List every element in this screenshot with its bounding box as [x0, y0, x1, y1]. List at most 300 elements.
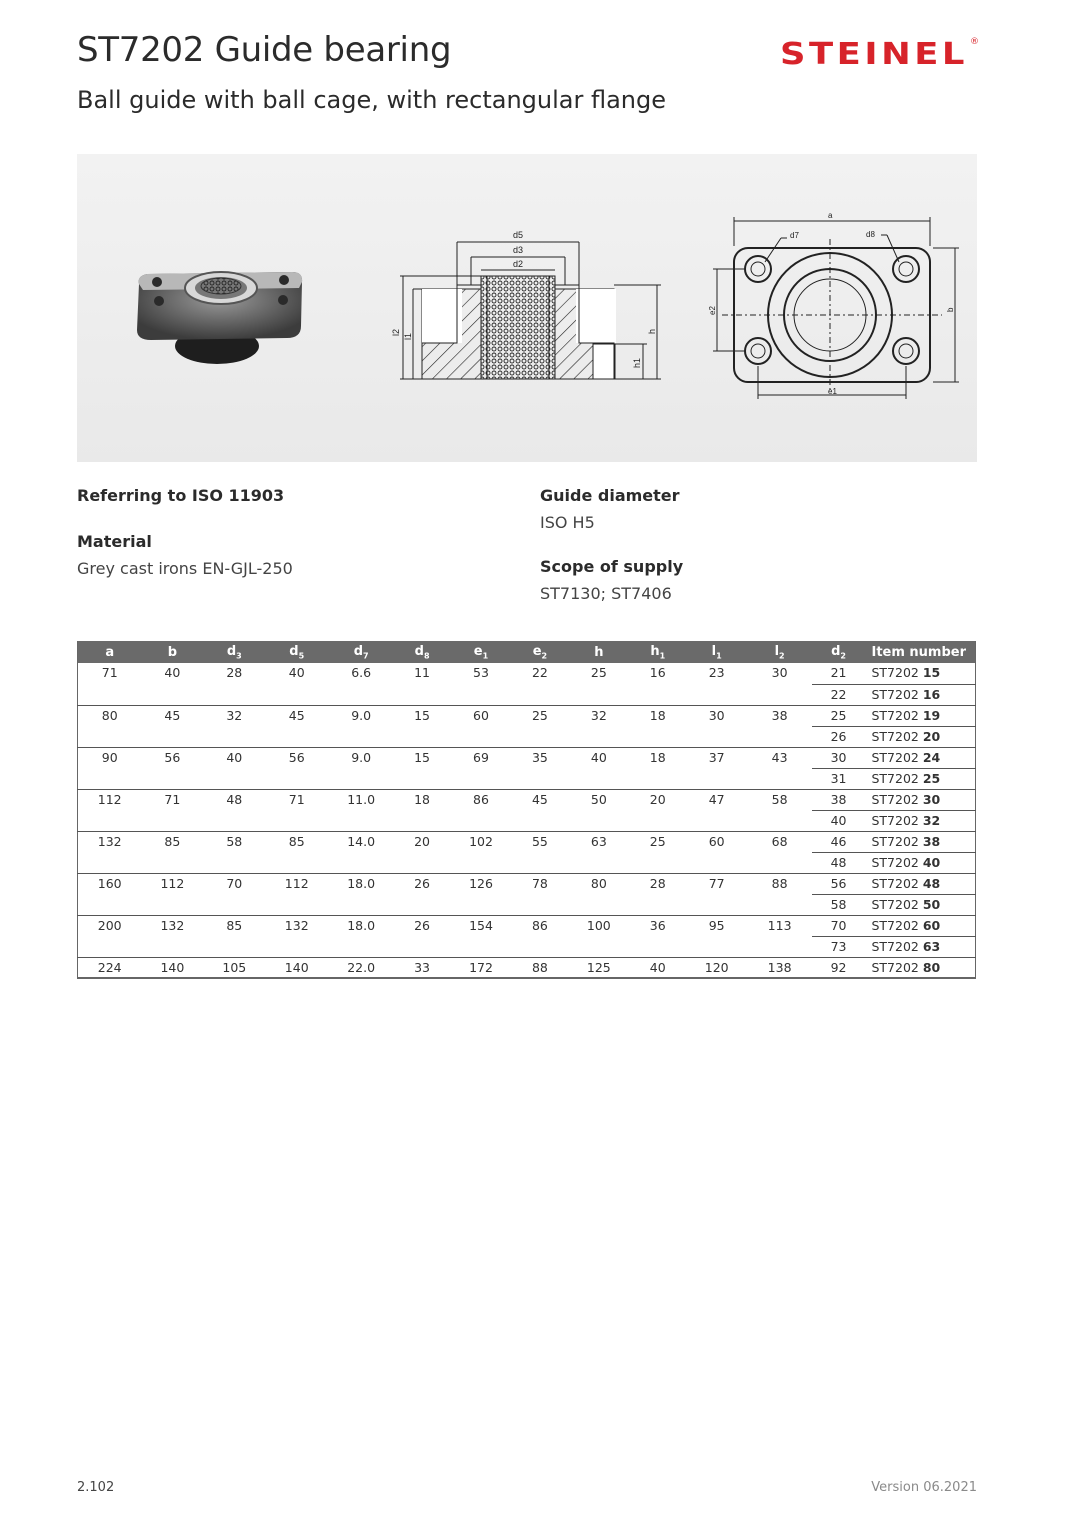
- label-l2: l2: [391, 328, 401, 336]
- dimension-cell: 11.0: [328, 789, 394, 810]
- version-label: Version 06.2021: [871, 1480, 977, 1495]
- column-header-subscript: 1: [716, 651, 722, 661]
- dimension-cell: 43: [748, 747, 812, 768]
- dimension-cell: 126: [450, 873, 512, 894]
- dimension-cell: 58: [203, 831, 265, 852]
- logo-wordmark: STEINEL: [780, 37, 968, 66]
- dimension-cell: 6.6: [351, 665, 372, 680]
- dimension-cell: [450, 684, 512, 705]
- column-header-label: d: [831, 643, 841, 659]
- dimension-cell: 40: [164, 665, 181, 680]
- dimension-cell: 11: [414, 665, 431, 680]
- dimension-cell: 132: [141, 915, 203, 936]
- table-row: [78, 663, 976, 684]
- dimension-cell: [78, 726, 142, 747]
- dimension-cell: 32: [568, 705, 630, 726]
- item-number-code: 50: [922, 896, 941, 912]
- table-row: [78, 936, 976, 957]
- dimension-cell: 71: [101, 665, 118, 680]
- item-number-prefix: ST7202: [871, 665, 923, 680]
- dimension-cell: [630, 810, 686, 831]
- table-row: [78, 810, 976, 831]
- dimension-cell: [203, 810, 265, 831]
- dimension-cell: [328, 936, 394, 957]
- table-row: [78, 894, 976, 915]
- dimension-cell: [328, 768, 394, 789]
- table-row: [78, 768, 976, 789]
- dimension-cell: [630, 684, 686, 705]
- label-e2: e2: [708, 306, 717, 315]
- dimension-cell: 90: [78, 747, 142, 768]
- dimension-cell: [265, 810, 328, 831]
- dimension-cell: [748, 936, 812, 957]
- dimension-cell: 25: [630, 831, 686, 852]
- dimension-cell: 18: [630, 747, 686, 768]
- dimension-cell: 30: [771, 665, 788, 680]
- dimension-cell: [203, 852, 265, 873]
- iso-reference-label: Referring to ISO 11903: [77, 486, 285, 505]
- dimension-cell: 80: [568, 873, 630, 894]
- column-header-label: d: [226, 643, 237, 659]
- dimension-cell: 154: [450, 915, 512, 936]
- dimension-cell: [394, 684, 450, 705]
- dimension-cell: [203, 768, 265, 789]
- column-header-subscript: 1: [482, 651, 489, 661]
- dimension-cell: 48: [203, 789, 265, 810]
- dimension-cell: [394, 810, 450, 831]
- dimension-cell: [686, 810, 748, 831]
- column-header-label: e: [532, 643, 542, 659]
- dimension-cell: 25: [512, 705, 568, 726]
- page-number: 2.102: [77, 1480, 115, 1495]
- column-header-label: h: [594, 644, 604, 660]
- item-number-code: 25: [922, 770, 941, 786]
- dimension-cell: [630, 768, 686, 789]
- dimension-cell: [450, 726, 512, 747]
- item-number-prefix: ST7202: [871, 707, 923, 723]
- label-l1: l1: [403, 332, 413, 340]
- item-number-prefix: ST7202: [871, 812, 923, 828]
- material-block: [77, 532, 293, 578]
- table-row: [78, 726, 976, 747]
- dimension-cell: 60: [686, 831, 748, 852]
- column-header-label: d: [414, 643, 424, 659]
- dimension-cell: [141, 810, 203, 831]
- dimension-cell: [394, 936, 450, 957]
- column-header-label: l: [711, 643, 717, 659]
- dimension-cell: [328, 810, 394, 831]
- column-header: [394, 641, 450, 663]
- dimension-cell: [141, 852, 203, 873]
- d2-cell: 58: [812, 894, 866, 915]
- dimension-cell: 95: [686, 915, 748, 936]
- dimension-cell: 88: [512, 957, 568, 978]
- dimension-cell: 40: [630, 957, 686, 978]
- dimension-cell: [568, 852, 630, 873]
- dimension-cell: [78, 936, 142, 957]
- table-row: [78, 957, 976, 978]
- dimension-cell: [748, 726, 812, 747]
- dimension-cell: 56: [141, 747, 203, 768]
- dimension-cell: [394, 726, 450, 747]
- d2-cell: 30: [812, 747, 866, 768]
- dimension-cell: [568, 726, 630, 747]
- item-number-prefix: ST7202: [871, 896, 923, 912]
- d2-cell: 73: [812, 936, 866, 957]
- item-number-cell: [865, 831, 975, 852]
- item-number-cell: [865, 873, 975, 894]
- dimension-cell: [450, 894, 512, 915]
- dimension-cell: 78: [512, 873, 568, 894]
- iso-reference: [77, 486, 284, 505]
- label-b: b: [946, 307, 955, 312]
- dimension-cell: 22: [531, 665, 548, 680]
- dimension-cell: 20: [630, 789, 686, 810]
- dimension-cell: 53: [473, 665, 489, 680]
- column-header: [141, 641, 203, 663]
- material-value: Grey cast irons EN-GJL-250: [77, 559, 293, 578]
- label-d5: d5: [513, 230, 524, 240]
- dimension-cell: [328, 852, 394, 873]
- dimension-cell: 140: [265, 957, 328, 978]
- column-header: [630, 641, 686, 663]
- top-view-labels: [708, 211, 955, 396]
- dimension-cell: 112: [265, 873, 328, 894]
- item-number-prefix: ST7202: [871, 917, 923, 933]
- dimension-cell: [141, 768, 203, 789]
- item-number-prefix: ST7202: [871, 959, 923, 975]
- dimension-cell: 224: [78, 957, 142, 978]
- section-view: [400, 242, 661, 379]
- dimension-cell: [450, 768, 512, 789]
- dimension-cell: [568, 810, 630, 831]
- dimension-cell: [748, 852, 812, 873]
- label-h1: h1: [632, 357, 642, 368]
- column-header: [78, 641, 142, 663]
- dimension-cell: 45: [265, 705, 328, 726]
- column-header: [203, 641, 265, 663]
- guide-diameter-block: [540, 486, 680, 532]
- column-header-subscript: 8: [423, 651, 430, 661]
- column-header: [512, 641, 568, 663]
- dimension-cell: 88: [748, 873, 812, 894]
- dimension-cell: 40: [568, 747, 630, 768]
- dimension-cell: [328, 894, 394, 915]
- dimension-cell: [141, 726, 203, 747]
- column-header: [568, 641, 630, 663]
- item-number-cell: [865, 684, 975, 705]
- dimension-cell: 26: [394, 915, 450, 936]
- dimension-cell: 56: [265, 747, 328, 768]
- dimension-cell: 85: [265, 831, 328, 852]
- product-photo: [137, 272, 302, 364]
- item-number-cell: [865, 789, 975, 810]
- material-label: Material: [77, 532, 152, 551]
- label-d8: d8: [866, 230, 875, 239]
- d2-cell: 31: [812, 768, 866, 789]
- dimension-cell: [630, 852, 686, 873]
- d2-cell: 22: [812, 684, 866, 705]
- dimension-cell: [78, 894, 142, 915]
- table-row: [78, 789, 976, 810]
- dimension-cell: 15: [394, 705, 450, 726]
- dimension-cell: [512, 726, 568, 747]
- item-number-cell: [865, 705, 975, 726]
- dimension-cell: [203, 684, 265, 705]
- dimension-cell: [512, 684, 568, 705]
- guide-diameter-label: Guide diameter: [540, 486, 680, 505]
- dimension-cell: [512, 810, 568, 831]
- dimension-cell: 85: [141, 831, 203, 852]
- dimension-cell: [265, 894, 328, 915]
- column-header-subscript: 2: [840, 651, 846, 661]
- label-d7: d7: [790, 231, 799, 240]
- column-header: [812, 641, 866, 663]
- dimension-cell: [328, 684, 394, 705]
- dimension-cell: 100: [568, 915, 630, 936]
- dimension-cell: 200: [78, 915, 142, 936]
- dimension-cell: [265, 936, 328, 957]
- dimension-cell: [450, 810, 512, 831]
- product-figure: [77, 154, 977, 462]
- dimension-cell: 160: [78, 873, 142, 894]
- label-h: h: [647, 328, 657, 334]
- item-number-code: 32: [922, 812, 941, 828]
- item-number-cell: [865, 915, 975, 936]
- dimension-cell: [512, 894, 568, 915]
- dimension-cell: 9.0: [328, 705, 394, 726]
- item-number-code: 40: [922, 854, 941, 870]
- column-header: [686, 641, 748, 663]
- column-header: [748, 641, 812, 663]
- dimension-cell: [686, 894, 748, 915]
- d2-cell: 40: [812, 810, 866, 831]
- dimension-cell: 71: [265, 789, 328, 810]
- dimension-cell: 38: [748, 705, 812, 726]
- dimension-cell: 140: [141, 957, 203, 978]
- dimension-cell: 14.0: [328, 831, 394, 852]
- dimension-cell: [78, 768, 142, 789]
- dimension-cell: [203, 894, 265, 915]
- dimension-cell: 18.0: [328, 873, 394, 894]
- dimension-cell: 86: [450, 789, 512, 810]
- dimension-cell: 33: [394, 957, 450, 978]
- steinel-logo: [780, 34, 980, 66]
- dimension-cell: 30: [686, 705, 748, 726]
- dimension-cell: 63: [568, 831, 630, 852]
- dimension-cell: 60: [450, 705, 512, 726]
- item-number-code: 80: [922, 959, 941, 975]
- dimension-cell: 28: [226, 665, 243, 680]
- dimension-cell: [265, 768, 328, 789]
- item-number-cell: [865, 768, 975, 789]
- dimension-cell: [630, 894, 686, 915]
- dimension-cell: [686, 936, 748, 957]
- label-e1: e1: [828, 387, 837, 396]
- dimension-cell: 113: [748, 915, 812, 936]
- d2-cell: 46: [812, 831, 866, 852]
- dimension-cell: 55: [512, 831, 568, 852]
- page-title: ST7202 Guide bearing: [77, 30, 452, 70]
- item-number-code: 63: [922, 938, 941, 954]
- table-row: [78, 915, 976, 936]
- item-number-code: 48: [922, 875, 941, 891]
- dimension-cell: [568, 684, 630, 705]
- item-number-prefix: ST7202: [871, 833, 923, 849]
- dimension-cell: [78, 684, 142, 705]
- item-number-prefix: ST7202: [871, 854, 923, 870]
- column-header: [865, 641, 975, 663]
- dimension-cell: 132: [78, 831, 142, 852]
- dimension-cell: [630, 936, 686, 957]
- column-header-label: d: [289, 643, 299, 659]
- dimension-cell: 45: [512, 789, 568, 810]
- dimension-cell: 40: [288, 665, 305, 680]
- dimension-cell: 120: [686, 957, 748, 978]
- column-header: [450, 641, 512, 663]
- dimension-cell: 23: [708, 665, 725, 680]
- item-number-prefix: ST7202: [871, 938, 923, 954]
- column-header-label: e: [473, 643, 483, 659]
- column-header-subscript: 3: [236, 651, 242, 661]
- column-header-subscript: 2: [779, 651, 785, 661]
- d2-cell: 38: [812, 789, 866, 810]
- dimension-cell: 132: [265, 915, 328, 936]
- dimension-cell: 16: [649, 665, 666, 680]
- label-a: a: [828, 211, 833, 220]
- dimension-cell: [512, 936, 568, 957]
- item-number-prefix: ST7202: [871, 791, 923, 807]
- dimension-cell: 58: [748, 789, 812, 810]
- table-row: [78, 873, 976, 894]
- column-header-label: l: [774, 643, 780, 659]
- d2-cell: 21: [830, 665, 847, 680]
- item-number-cell: [865, 663, 975, 684]
- table-row: [78, 852, 976, 873]
- item-number-cell: [865, 747, 975, 768]
- column-header-label: a: [105, 644, 115, 660]
- dimension-cell: 9.0: [328, 747, 394, 768]
- dimension-cell: 80: [78, 705, 142, 726]
- dimension-cell: 70: [203, 873, 265, 894]
- dimension-cell: 68: [748, 831, 812, 852]
- dimension-cell: 18.0: [328, 915, 394, 936]
- dimension-cell: 20: [394, 831, 450, 852]
- dimension-cell: 102: [450, 831, 512, 852]
- dimension-cell: 35: [512, 747, 568, 768]
- d2-cell: 70: [812, 915, 866, 936]
- dimension-cell: 69: [450, 747, 512, 768]
- item-number-cell: [865, 726, 975, 747]
- dimension-cell: [394, 894, 450, 915]
- dimension-cell: 22.0: [328, 957, 394, 978]
- dimension-cell: [203, 726, 265, 747]
- dimension-cell: [686, 852, 748, 873]
- dimension-cell: [748, 894, 812, 915]
- dimension-cell: [450, 852, 512, 873]
- dimension-cell: [748, 684, 812, 705]
- dimension-cell: 125: [568, 957, 630, 978]
- column-header-subscript: 2: [541, 651, 548, 661]
- dimension-cell: 18: [630, 705, 686, 726]
- dimension-cell: [203, 936, 265, 957]
- dimension-cell: 77: [686, 873, 748, 894]
- dimension-cell: 36: [630, 915, 686, 936]
- column-header: [328, 641, 394, 663]
- dimension-cell: 86: [512, 915, 568, 936]
- item-number-code: 38: [922, 833, 941, 849]
- column-header-subscript: 5: [298, 651, 305, 661]
- dimension-cell: [512, 852, 568, 873]
- dimension-cell: [748, 810, 812, 831]
- dimension-cell: 15: [394, 747, 450, 768]
- dimension-cell: 25: [590, 665, 607, 680]
- dimension-cell: [265, 852, 328, 873]
- label-d2: d2: [513, 259, 524, 269]
- dimension-cell: 47: [686, 789, 748, 810]
- item-number-code: 24: [922, 749, 941, 765]
- dimension-cell: [265, 726, 328, 747]
- column-header-label: b: [167, 644, 178, 660]
- dimension-cell: [328, 726, 394, 747]
- d2-cell: 26: [812, 726, 866, 747]
- dimension-cell: [568, 768, 630, 789]
- column-header-label: d: [353, 643, 364, 659]
- dimension-cell: [394, 768, 450, 789]
- page-subtitle: Ball guide with ball cage, with rectangular flange: [77, 86, 667, 114]
- dimension-cell: [141, 936, 203, 957]
- dimension-cell: 71: [141, 789, 203, 810]
- d2-cell: 25: [812, 705, 866, 726]
- dimension-cell: [78, 852, 142, 873]
- dimension-cell: 32: [203, 705, 265, 726]
- dimension-cell: [394, 852, 450, 873]
- table-header-row: [78, 641, 976, 663]
- dimension-cell: [450, 936, 512, 957]
- item-number-cell: [865, 957, 975, 978]
- dimension-table: [77, 641, 976, 979]
- table-row: [78, 831, 976, 852]
- item-number-code: 19: [922, 707, 941, 723]
- column-header-subscript: 1: [659, 651, 666, 661]
- column-header-label: Item number: [871, 644, 967, 660]
- item-number-cell: [865, 810, 975, 831]
- dimension-cell: 85: [203, 915, 265, 936]
- dimension-cell: [141, 894, 203, 915]
- table-row: [78, 705, 976, 726]
- item-number-code: 15: [922, 665, 941, 680]
- dimension-cell: 50: [568, 789, 630, 810]
- dimension-cell: [686, 726, 748, 747]
- item-number-cell: [865, 852, 975, 873]
- dimension-cell: [686, 768, 748, 789]
- column-header: [265, 641, 328, 663]
- item-number-code: 30: [922, 791, 941, 807]
- dimension-cell: 172: [450, 957, 512, 978]
- d2-cell: 56: [812, 873, 866, 894]
- dimension-cell: 37: [686, 747, 748, 768]
- dimension-cell: 112: [141, 873, 203, 894]
- item-number-prefix: ST7202: [871, 686, 923, 702]
- dimension-cell: [512, 768, 568, 789]
- dimension-cell: 112: [78, 789, 142, 810]
- top-view: [713, 217, 959, 399]
- dimension-cell: 26: [394, 873, 450, 894]
- label-d3: d3: [513, 245, 524, 255]
- item-number-prefix: ST7202: [871, 749, 923, 765]
- dimension-cell: [568, 936, 630, 957]
- dimension-cell: 18: [394, 789, 450, 810]
